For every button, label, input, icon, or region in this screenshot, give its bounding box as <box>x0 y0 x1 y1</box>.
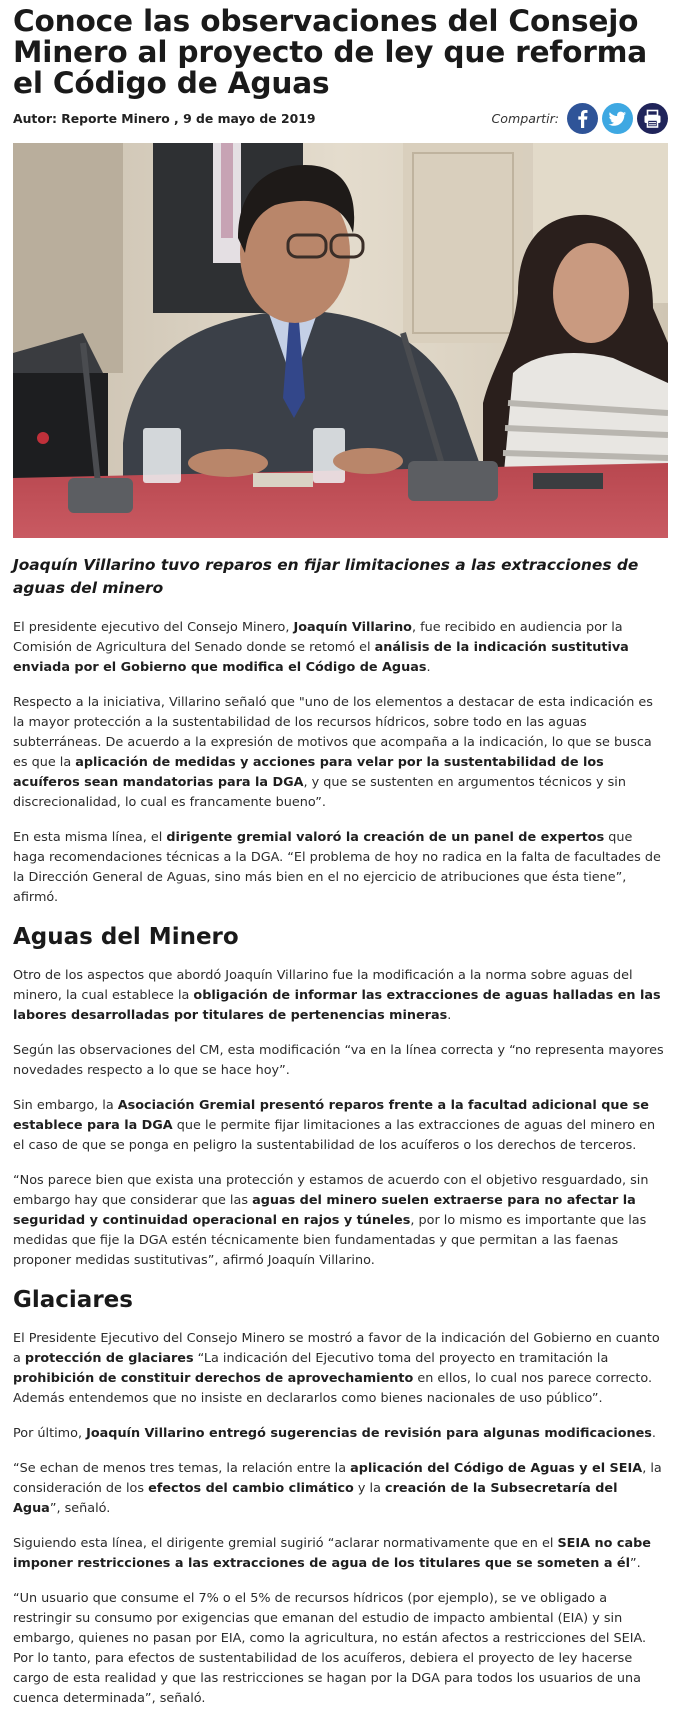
text-run: Siguiendo esta línea, el dirigente gremial sugirió “aclarar normativamente que en el <box>13 1536 558 1551</box>
facebook-share-button[interactable] <box>567 103 598 134</box>
text-run: ”. <box>630 1556 641 1571</box>
text-run: Sin embargo, la <box>13 1098 118 1113</box>
text-run: que haga recomendaciones técnicas a la DGA. “El problema de hoy no radica en la falta de facultades de la Dirección General de Aguas, sino más bien en el no ejercicio de atribuciones que ésta tiene”, afirmó. <box>13 830 661 905</box>
print-icon <box>637 103 668 134</box>
text-run: El Presidente Ejecutivo del Consejo Minero se mostró a favor de la indicación del Gobierno en cuanto a <box>13 1331 660 1366</box>
bold-text: obligación de informar las extracciones de aguas halladas en las labores desarrolladas por titulares de pertenencias mineras <box>13 988 661 1023</box>
body-paragraph <box>13 1171 668 1271</box>
text-run: . <box>447 1008 452 1023</box>
body-paragraph <box>13 1424 668 1444</box>
body-paragraph <box>13 828 668 908</box>
body-paragraph <box>13 1534 668 1574</box>
article-photo <box>13 143 668 538</box>
article-meta <box>13 103 668 139</box>
article-title: Conoce las observaciones del Consejo Minero al proyecto de ley que reforma el Código de Aguas <box>13 4 648 100</box>
text-run: , y que se sustenten en argumentos técnicos y sin discrecionalidad, lo cual es francamente bueno”. <box>13 775 626 810</box>
text-run: en ellos, lo cual nos parece correcto. Además entendemos que no insiste en declararlos como bienes nacionales de uso público”. <box>13 1371 653 1406</box>
bold-text: Joaquín Villarino <box>293 620 412 635</box>
bold-text: dirigente gremial valoró la creación de un panel de expertos <box>166 830 605 845</box>
facebook-icon <box>567 103 598 134</box>
article-lead: Joaquín Villarino tuvo reparos en fijar limitaciones a las extracciones de aguas del minero <box>13 556 639 597</box>
section-heading: Aguas del Minero <box>13 924 239 950</box>
bold-text: protección de glaciares <box>24 1351 194 1366</box>
twitter-share-button[interactable] <box>602 103 633 134</box>
bold-text: SEIA no cabe imponer restricciones a las extracciones de agua de los titulares que se someten a él <box>13 1536 651 1571</box>
bold-text: Asociación Gremial presentó reparos frente a la facultad adicional que se establece para la DGA <box>13 1098 649 1133</box>
article-body <box>13 554 668 1724</box>
text-run: , por lo mismo es importante que las medidas que fije la DGA estén técnicamente bien fundamentadas y que permitan a las faenas proponer medidas sustitutivas”, afirmó Joaquín Villarino. <box>13 1213 647 1268</box>
bold-text: aplicación del Código de Aguas y el SEIA <box>350 1461 643 1476</box>
bold-text: creación de la Subsecretaría del Agua <box>13 1481 618 1516</box>
body-paragraph <box>13 966 668 1026</box>
text-run: “Nos parece bien que exista una protección y estamos de acuerdo con el objetivo resguardado, sin embargo hay que considerar que las <box>13 1173 649 1208</box>
text-run: Según las observaciones del CM, esta modificación “va en la línea correcta y “no representa mayores novedades respecto a lo que se hace hoy”. <box>13 1043 664 1078</box>
text-run: , la consideración de los <box>13 1461 662 1496</box>
text-run: ”, señaló. <box>49 1501 111 1516</box>
bold-text: aplicación de medidas y acciones para velar por la sustentabilidad de los acuíferos sean mandatorias para la DGA <box>13 755 604 790</box>
bold-text: efectos del cambio climático <box>148 1481 354 1496</box>
text-run: En esta misma línea, el <box>13 830 167 845</box>
bold-text: Joaquín Villarino entregó sugerencias de revisión para algunas modificaciones <box>86 1426 652 1441</box>
text-run: Respecto a la iniciativa, Villarino señaló que "uno de los elementos a destacar de esta indicación es la mayor protección a la sustentabilidad de los recursos hídricos, sobre todo en las aguas subterráneas. De acuerdo a la expresión de motivos que acompaña a la indicación, lo que se busca es que la <box>13 695 653 770</box>
body-paragraph <box>13 1096 668 1156</box>
twitter-icon <box>602 103 633 134</box>
text-run: El presidente ejecutivo del Consejo Minero, <box>13 620 294 635</box>
text-run: Otro de los aspectos que abordó Joaquín Villarino fue la modificación a la norma sobre aguas del minero, la cual establece la <box>13 968 633 1003</box>
byline: Autor: Reporte Minero , 9 de mayo de 2019 <box>13 111 316 126</box>
text-run: “Un usuario que consume el 7% o el 5% de recursos hídricos (por ejemplo), se ve obligado a restringir su consumo por exigencias que emanan del estudio de impacto ambiental (EIA) y sin embargo, quienes no pasan por EIA, como la agricultura, no están afectos a restricciones del SEIA. Por lo tanto, para efectos de sustentabilidad de los acuíferos, debiera el proyecto de ley hacerse cargo de esta realidad y que las restricciones se hagan por la DGA para todos los usuarios de una cuenca determinada”, señaló. <box>13 1591 647 1706</box>
text-run: , fue recibido en audiencia por la Comisión de Agricultura del Senado donde se retomó el <box>13 620 623 655</box>
text-run: “La indicación del Ejecutivo toma del proyecto en tramitación la <box>193 1351 609 1366</box>
bold-text: análisis de la indicación sustitutiva enviada por el Gobierno que modifica el Código de Aguas <box>13 640 629 675</box>
text-run: “Se echan de menos tres temas, la relación entre la <box>13 1461 351 1476</box>
bold-text: prohibición de constituir derechos de aprovechamiento <box>13 1371 414 1386</box>
bold-text: aguas del minero suelen extraerse para no afectar la seguridad y continuidad operacional en rajos y túneles <box>13 1193 636 1228</box>
share-label: Compartir: <box>491 111 559 126</box>
body-paragraph <box>13 693 668 813</box>
body-paragraph <box>13 618 668 678</box>
text-run: Por último, <box>13 1426 87 1441</box>
text-run: . <box>426 660 431 675</box>
print-button[interactable] <box>637 103 668 134</box>
body-paragraph <box>13 1589 668 1709</box>
text-run: y la <box>353 1481 386 1496</box>
body-paragraph <box>13 1041 668 1081</box>
section-heading: Glaciares <box>13 1287 133 1313</box>
share-bar <box>491 103 668 134</box>
text-run: . <box>651 1426 656 1441</box>
body-paragraph <box>13 1329 668 1409</box>
text-run: que le permite fijar limitaciones a las extracciones de aguas del minero en el caso de que se ponga en peligro la sustentabilidad de los acuíferos o los derechos de terceros. <box>13 1118 656 1153</box>
body-paragraph <box>13 1459 668 1519</box>
